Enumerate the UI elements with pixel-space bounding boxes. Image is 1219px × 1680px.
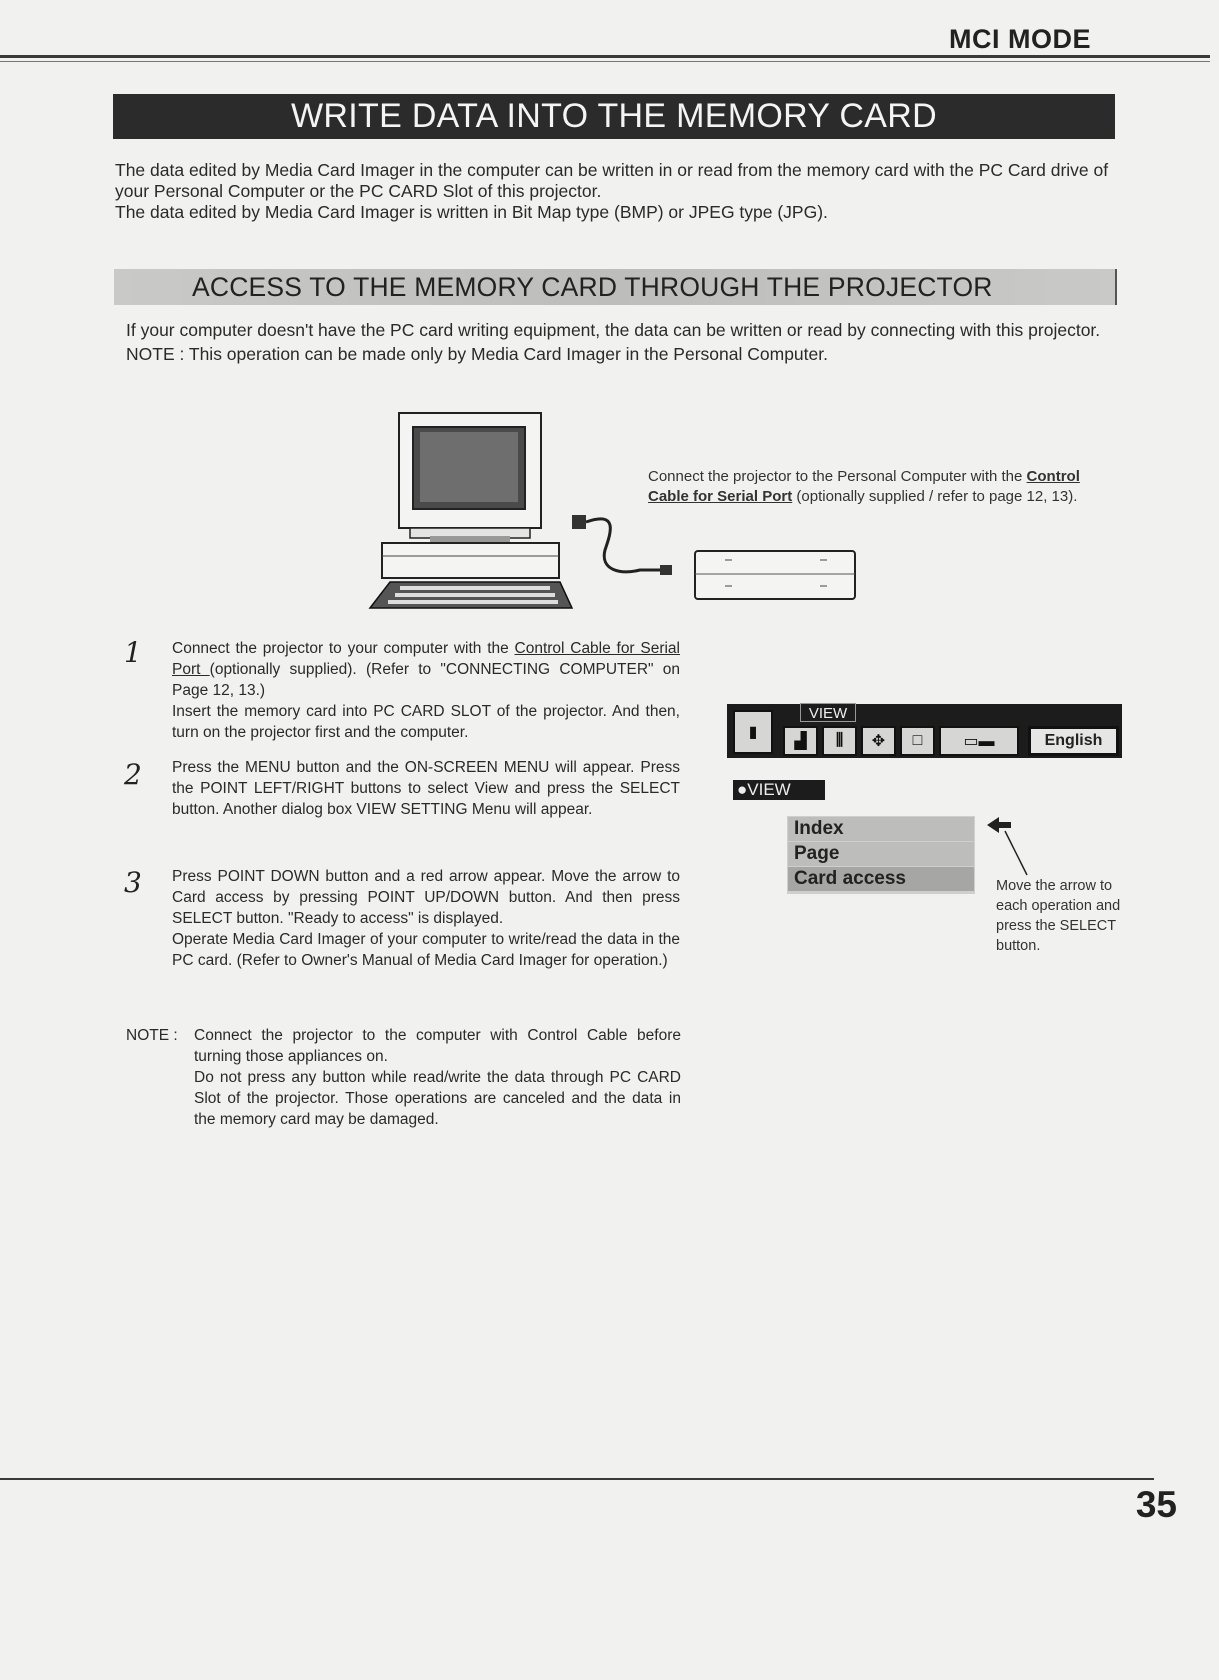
- step-number: 3: [124, 866, 142, 899]
- access-note: NOTE : This operation can be made only by Media Card Imager in the Personal Computer.: [126, 344, 828, 364]
- projector-icon: [695, 551, 855, 599]
- menu-item-index[interactable]: Index: [788, 817, 974, 841]
- step-3: [172, 866, 680, 971]
- intro-paragraph: The data edited by Media Card Imager is written in Bit Map type (BMP) or JPEG type (JPG).: [115, 202, 828, 222]
- access-paragraph: If your computer doesn't have the PC card writing equipment, the data can be written or read by connecting with this projector.: [126, 320, 1101, 340]
- step-text: (optionally supplied). (Refer to "CONNECTING COMPUTER" on Page 12, 13.): [172, 661, 680, 699]
- step-paragraph: Insert the memory card into PC CARD SLOT of the projector. And then, turn on the projector first and the computer.: [172, 703, 680, 741]
- keyboard-icon: [370, 582, 572, 608]
- step-paragraph: Press POINT DOWN button and a red arrow appear. Move the arrow to Card access by pressing POINT UP/DOWN button. And then press SELECT button. "Ready to access" is displayed.: [172, 868, 680, 927]
- callout-text: Connect the projector to the Personal Computer with the: [648, 468, 1027, 485]
- slideshow-icon[interactable]: ▭▬: [939, 726, 1019, 756]
- intro-paragraph: The data edited by Media Card Imager in the computer can be written in or read from the memory card with the PC Card drive of your Personal Computer or the PC CARD Slot of this projector.: [115, 160, 1109, 201]
- step-number: 1: [124, 636, 142, 669]
- top-rule: [0, 55, 1210, 58]
- section-title: MCI MODE: [949, 24, 1091, 54]
- step-text: Connect the projector to your computer with the: [172, 640, 515, 657]
- computer-base-icon: [382, 543, 559, 578]
- control-cable-link: Control Cable for Serial Port: [648, 468, 1080, 505]
- screen-frame-icon[interactable]: □: [900, 726, 935, 756]
- computer-monitor-icon: [399, 413, 541, 542]
- step-number: 2: [124, 758, 142, 791]
- callout-text: (optionally supplied / refer to page 12, 13).: [792, 488, 1078, 505]
- view-card-icon[interactable]: ▮: [733, 710, 773, 754]
- menu-item-card-access[interactable]: Card access: [788, 867, 974, 891]
- note-line: Connect the projector to the computer with Control Cable before turning those appliances on.: [194, 1027, 681, 1065]
- step-paragraph: [172, 638, 680, 701]
- step-1: [172, 638, 680, 743]
- serial-cable-icon: [572, 515, 672, 575]
- control-cable-link: Control Cable for Serial Port: [172, 640, 680, 678]
- move-arrows-icon[interactable]: ✥: [861, 726, 896, 756]
- language-button[interactable]: English: [1028, 726, 1119, 756]
- page-title: WRITE DATA INTO THE MEMORY CARD: [113, 94, 1115, 139]
- menu-tab-label: VIEW: [800, 703, 856, 722]
- film-strip-icon[interactable]: ⫼: [822, 726, 857, 756]
- access-text: [126, 320, 1106, 368]
- page-number: 35: [1135, 1484, 1177, 1525]
- view-menu-label: ●VIEW: [733, 780, 825, 800]
- connection-callout: [648, 467, 1108, 507]
- step-paragraph: Operate Media Card Imager of your computer to write/read the data in the PC card. (Refer to Owner's Manual of Media Card Imager for operation.): [172, 931, 680, 969]
- step-2: [172, 757, 680, 820]
- image-adjust-icon[interactable]: ▟: [783, 726, 818, 756]
- note-body: [194, 1025, 681, 1130]
- note-line: Do not press any button while read/write the data through PC CARD Slot of the projector. Those operations are canceled and the data in the memory card may be damaged.: [194, 1069, 681, 1128]
- arrow-note: Move the arrow to each operation and press the SELECT button.: [996, 878, 1121, 954]
- red-arrow-icon: [985, 815, 1035, 880]
- connection-illustration: [360, 410, 880, 610]
- intro-text: [115, 160, 1120, 223]
- top-rule-thin: [0, 61, 1210, 62]
- subsection-banner: [114, 269, 1117, 305]
- note-label: NOTE :: [126, 1027, 178, 1044]
- menu-item-page[interactable]: Page: [788, 842, 974, 866]
- step-paragraph: Press the MENU button and the ON-SCREEN MENU will appear. Press the POINT LEFT/RIGHT buttons to select View and press the SELECT button. Another dialog box VIEW SETTING Menu will appear.: [172, 759, 680, 818]
- bottom-rule: [0, 1478, 1154, 1480]
- subsection-title: ACCESS TO THE MEMORY CARD THROUGH THE PROJECTOR: [192, 272, 993, 302]
